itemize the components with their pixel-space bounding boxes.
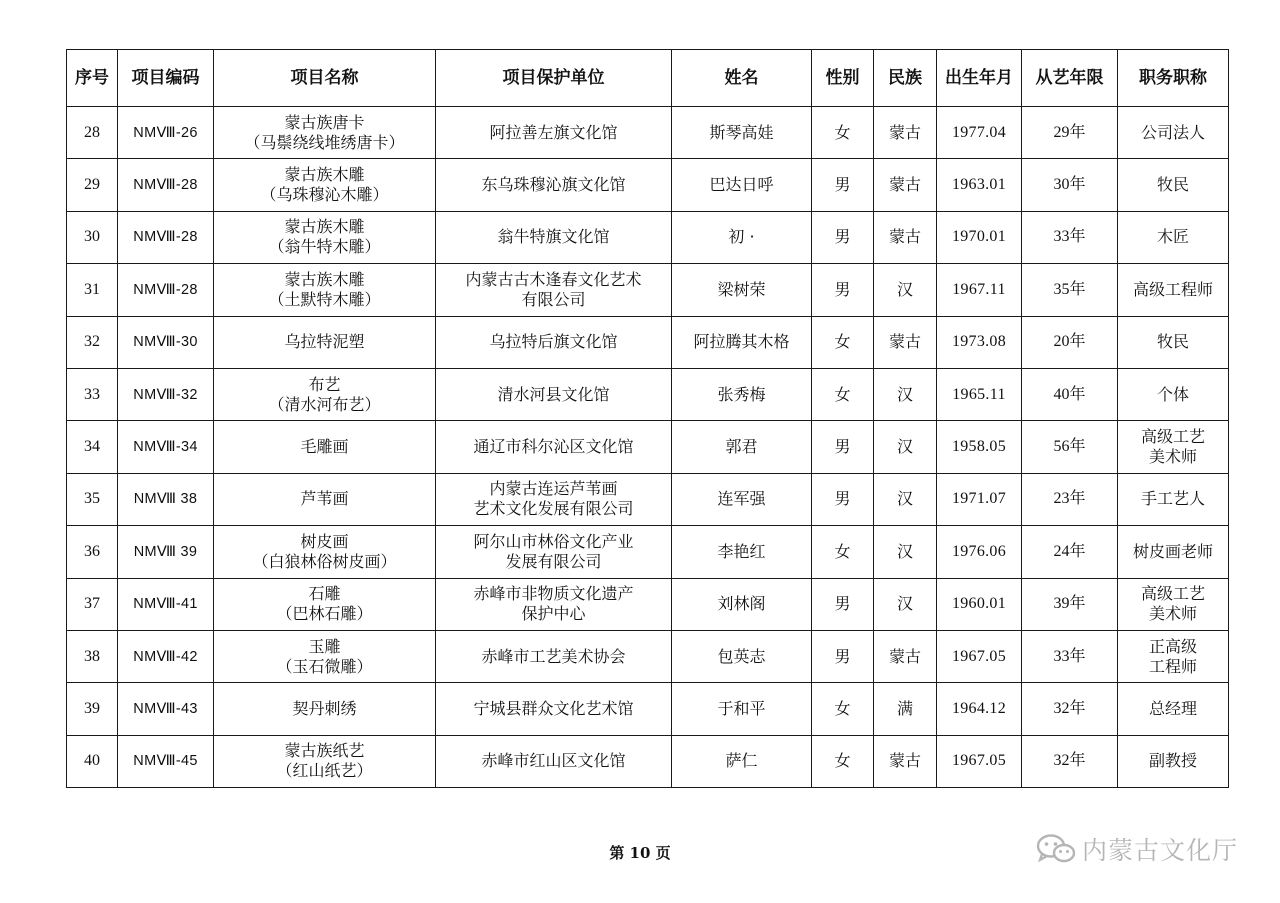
- cell-protection-unit-line: 乌拉特后旗文化馆: [489, 332, 618, 352]
- cell-gender: 男: [812, 211, 874, 263]
- cell-years-in-craft: 33年: [1022, 211, 1118, 263]
- cell-protection-unit-line: 翁牛特旗文化馆: [497, 227, 610, 247]
- cell-project-name-line: （巴林石雕）: [276, 604, 373, 624]
- cell-birth-date: 1970.01: [937, 211, 1022, 263]
- cell-birth-date: 1971.07: [937, 473, 1022, 525]
- cell-serial: 35: [67, 473, 118, 525]
- cell-serial: 39: [67, 683, 118, 735]
- cell-job-title: [1118, 159, 1229, 211]
- cell-years-in-craft: 39年: [1022, 578, 1118, 630]
- cell-birth-date: 1964.12: [937, 683, 1022, 735]
- cell-birth-date: 1960.01: [937, 578, 1022, 630]
- cell-serial: 32: [67, 316, 118, 368]
- cell-project-name: [214, 421, 436, 473]
- cell-project-name: [214, 630, 436, 682]
- cell-years-in-craft: 20年: [1022, 316, 1118, 368]
- cell-project-name-line: 契丹刺绣: [292, 698, 357, 718]
- wechat-icon: [1036, 834, 1076, 864]
- cell-person-name: 梁树荣: [672, 264, 812, 316]
- cell-project-name-line: 树皮画: [300, 531, 349, 551]
- cell-project-name-line: 布艺: [308, 374, 341, 394]
- cell-project-name-line: 蒙古族唐卡: [284, 112, 365, 132]
- cell-years-in-craft: 33年: [1022, 630, 1118, 682]
- cell-job-title-line: 正高级: [1148, 636, 1197, 656]
- cell-person-name: 张秀梅: [672, 368, 812, 420]
- cell-project-code: NMⅧ-28: [118, 264, 214, 316]
- cell-job-title-line: 木匠: [1156, 227, 1189, 247]
- cell-birth-date: 1958.05: [937, 421, 1022, 473]
- column-header: 出生年月: [937, 50, 1022, 107]
- cell-gender: 女: [812, 526, 874, 578]
- cell-job-title: [1118, 526, 1229, 578]
- cell-protection-unit-line: 赤峰市工艺美术协会: [481, 646, 626, 666]
- cell-project-name-line: （乌珠穆沁木雕）: [260, 185, 389, 205]
- cell-gender: 男: [812, 473, 874, 525]
- cell-project-name-line: （清水河布艺）: [268, 394, 381, 414]
- cell-gender: 男: [812, 264, 874, 316]
- table-row: [67, 316, 1229, 368]
- cell-serial: 34: [67, 421, 118, 473]
- cell-project-name-line: （玉石微雕）: [276, 656, 373, 676]
- cell-job-title: [1118, 107, 1229, 159]
- cell-ethnicity: 蒙古: [874, 107, 937, 159]
- cell-project-name: [214, 107, 436, 159]
- cell-project-name-line: 蒙古族木雕: [284, 269, 365, 289]
- cell-protection-unit-line: 有限公司: [521, 289, 586, 309]
- cell-years-in-craft: 32年: [1022, 735, 1118, 787]
- cell-job-title: [1118, 683, 1229, 735]
- cell-person-name: 初 ·: [672, 211, 812, 263]
- cell-birth-date: 1976.06: [937, 526, 1022, 578]
- cell-protection-unit-line: 宁城县群众文化艺术馆: [473, 698, 634, 718]
- cell-project-name: [214, 473, 436, 525]
- cell-project-name-line: 蒙古族木雕: [284, 217, 365, 237]
- cell-birth-date: 1967.05: [937, 735, 1022, 787]
- column-header: 项目编码: [118, 50, 214, 107]
- cell-ethnicity: 蒙古: [874, 630, 937, 682]
- cell-protection-unit: [436, 473, 672, 525]
- cell-protection-unit-line: 内蒙古古木逢春文化艺术: [465, 269, 642, 289]
- cell-project-name: [214, 526, 436, 578]
- cell-serial: 29: [67, 159, 118, 211]
- cell-project-name: [214, 368, 436, 420]
- cell-project-name: [214, 578, 436, 630]
- cell-person-name: 巴达日呼: [672, 159, 812, 211]
- cell-years-in-craft: 29年: [1022, 107, 1118, 159]
- cell-person-name: 连军强: [672, 473, 812, 525]
- table-row: [67, 473, 1229, 525]
- cell-job-title-line: 牧民: [1156, 332, 1189, 352]
- cell-job-title-line: 牧民: [1156, 175, 1189, 195]
- cell-protection-unit: [436, 735, 672, 787]
- cell-birth-date: 1967.05: [937, 630, 1022, 682]
- table-row: [67, 683, 1229, 735]
- cell-gender: 女: [812, 683, 874, 735]
- cell-ethnicity: 汉: [874, 421, 937, 473]
- column-header: 从艺年限: [1022, 50, 1118, 107]
- cell-protection-unit-line: 艺术文化发展有限公司: [473, 499, 634, 519]
- cell-protection-unit: [436, 578, 672, 630]
- table-row: [67, 159, 1229, 211]
- cell-project-name-line: 乌拉特泥塑: [284, 332, 365, 352]
- cell-protection-unit-line: 通辽市科尔沁区文化馆: [473, 437, 634, 457]
- column-header: 项目保护单位: [436, 50, 672, 107]
- cell-project-name-line: （土默特木雕）: [268, 289, 381, 309]
- cell-protection-unit: [436, 264, 672, 316]
- column-header: 民族: [874, 50, 937, 107]
- page-number: 第 10 页: [609, 844, 671, 862]
- cell-job-title-line: 美术师: [1148, 447, 1197, 467]
- cell-ethnicity: 蒙古: [874, 211, 937, 263]
- cell-protection-unit: [436, 107, 672, 159]
- cell-person-name: 于和平: [672, 683, 812, 735]
- cell-ethnicity: 蒙古: [874, 159, 937, 211]
- cell-protection-unit: [436, 316, 672, 368]
- cell-protection-unit: [436, 526, 672, 578]
- cell-serial: 31: [67, 264, 118, 316]
- cell-job-title-line: 美术师: [1148, 604, 1197, 624]
- cell-serial: 30: [67, 211, 118, 263]
- table-row: [67, 368, 1229, 420]
- cell-gender: 女: [812, 368, 874, 420]
- cell-protection-unit: [436, 683, 672, 735]
- column-header: 项目名称: [214, 50, 436, 107]
- cell-years-in-craft: 24年: [1022, 526, 1118, 578]
- cell-job-title-line: 个体: [1156, 384, 1189, 404]
- cell-ethnicity: 蒙古: [874, 735, 937, 787]
- cell-project-name: [214, 264, 436, 316]
- cell-protection-unit-line: 赤峰市红山区文化馆: [481, 751, 626, 771]
- cell-ethnicity: 蒙古: [874, 316, 937, 368]
- cell-serial: 37: [67, 578, 118, 630]
- cell-serial: 28: [67, 107, 118, 159]
- cell-person-name: 刘林阁: [672, 578, 812, 630]
- cell-project-code: NMⅧ-28: [118, 159, 214, 211]
- column-header: 序号: [67, 50, 118, 107]
- cell-project-name-line: （白狼林俗树皮画）: [252, 551, 397, 571]
- cell-ethnicity: 汉: [874, 526, 937, 578]
- heritage-inheritors-table: [66, 49, 1229, 788]
- cell-project-name-line: （翁牛特木雕）: [268, 237, 381, 257]
- cell-gender: 男: [812, 421, 874, 473]
- cell-person-name: 阿拉腾其木格: [672, 316, 812, 368]
- cell-job-title: [1118, 735, 1229, 787]
- cell-protection-unit: [436, 421, 672, 473]
- cell-project-name-line: （马鬃绕线堆绣唐卡）: [244, 132, 405, 152]
- cell-protection-unit: [436, 368, 672, 420]
- cell-protection-unit-line: 保护中心: [521, 604, 586, 624]
- watermark-text: 内蒙古文化厅: [1081, 836, 1238, 865]
- column-header: 职务职称: [1118, 50, 1229, 107]
- table-header-row: [67, 50, 1229, 107]
- column-header: 姓名: [672, 50, 812, 107]
- cell-project-code: NMⅧ-43: [118, 683, 214, 735]
- cell-project-code: NMⅧ 38: [118, 473, 214, 525]
- cell-job-title: [1118, 316, 1229, 368]
- cell-birth-date: 1965.11: [937, 368, 1022, 420]
- cell-job-title-line: 手工艺人: [1140, 489, 1205, 509]
- cell-serial: 33: [67, 368, 118, 420]
- cell-project-code: NMⅧ 39: [118, 526, 214, 578]
- cell-ethnicity: 汉: [874, 264, 937, 316]
- cell-project-name-line: 石雕: [308, 584, 341, 604]
- table-body: [67, 107, 1229, 788]
- cell-ethnicity: 满: [874, 683, 937, 735]
- cell-person-name: 包英志: [672, 630, 812, 682]
- table-row: [67, 107, 1229, 159]
- cell-project-name-line: 芦苇画: [300, 489, 349, 509]
- cell-years-in-craft: 30年: [1022, 159, 1118, 211]
- cell-gender: 女: [812, 316, 874, 368]
- cell-person-name: 萨仁: [672, 735, 812, 787]
- cell-job-title-line: 树皮画老师: [1132, 541, 1213, 561]
- cell-job-title: [1118, 211, 1229, 263]
- cell-protection-unit-line: 发展有限公司: [505, 551, 602, 571]
- cell-birth-date: 1977.04: [937, 107, 1022, 159]
- cell-job-title: [1118, 264, 1229, 316]
- cell-job-title: [1118, 578, 1229, 630]
- cell-project-name: [214, 683, 436, 735]
- cell-protection-unit-line: 东乌珠穆沁旗文化馆: [481, 175, 626, 195]
- cell-gender: 男: [812, 630, 874, 682]
- cell-gender: 男: [812, 159, 874, 211]
- cell-project-code: NMⅧ-32: [118, 368, 214, 420]
- cell-job-title-line: 高级工艺: [1140, 584, 1205, 604]
- cell-protection-unit-line: 赤峰市非物质文化遗产: [473, 584, 634, 604]
- cell-job-title: [1118, 368, 1229, 420]
- cell-person-name: 斯琴高娃: [672, 107, 812, 159]
- cell-project-name: [214, 316, 436, 368]
- cell-protection-unit-line: 内蒙古连运芦苇画: [489, 479, 618, 499]
- cell-project-code: NMⅧ-41: [118, 578, 214, 630]
- cell-job-title-line: 工程师: [1148, 656, 1197, 676]
- table-row: [67, 630, 1229, 682]
- cell-project-code: NMⅧ-34: [118, 421, 214, 473]
- cell-job-title-line: 高级工程师: [1132, 279, 1213, 299]
- cell-protection-unit: [436, 211, 672, 263]
- table-row: [67, 578, 1229, 630]
- table-row: [67, 735, 1229, 787]
- column-header: 性别: [812, 50, 874, 107]
- cell-ethnicity: 汉: [874, 368, 937, 420]
- cell-job-title: [1118, 473, 1229, 525]
- cell-project-name-line: 毛雕画: [300, 437, 349, 457]
- cell-project-name: [214, 211, 436, 263]
- cell-project-code: NMⅧ-42: [118, 630, 214, 682]
- cell-protection-unit: [436, 159, 672, 211]
- watermark: [1036, 831, 1238, 867]
- cell-years-in-craft: 40年: [1022, 368, 1118, 420]
- cell-person-name: 李艳红: [672, 526, 812, 578]
- cell-serial: 40: [67, 735, 118, 787]
- cell-serial: 38: [67, 630, 118, 682]
- cell-years-in-craft: 35年: [1022, 264, 1118, 316]
- cell-project-name-line: 玉雕: [308, 636, 341, 656]
- cell-serial: 36: [67, 526, 118, 578]
- cell-job-title: [1118, 630, 1229, 682]
- cell-job-title-line: 公司法人: [1140, 122, 1205, 142]
- cell-protection-unit: [436, 630, 672, 682]
- table-row: [67, 264, 1229, 316]
- cell-project-name: [214, 159, 436, 211]
- cell-birth-date: 1967.11: [937, 264, 1022, 316]
- cell-job-title: [1118, 421, 1229, 473]
- cell-birth-date: 1963.01: [937, 159, 1022, 211]
- cell-project-code: NMⅧ-26: [118, 107, 214, 159]
- cell-gender: 女: [812, 735, 874, 787]
- cell-project-code: NMⅧ-45: [118, 735, 214, 787]
- cell-job-title-line: 副教授: [1148, 751, 1197, 771]
- cell-project-name: [214, 735, 436, 787]
- table-row: [67, 526, 1229, 578]
- cell-protection-unit-line: 阿拉善左旗文化馆: [489, 122, 618, 142]
- cell-project-name-line: 蒙古族木雕: [284, 165, 365, 185]
- table-row: [67, 211, 1229, 263]
- cell-birth-date: 1973.08: [937, 316, 1022, 368]
- cell-protection-unit-line: 阿尔山市林俗文化产业: [473, 531, 634, 551]
- cell-project-name-line: （红山纸艺）: [276, 761, 373, 781]
- cell-job-title-line: 高级工艺: [1140, 427, 1205, 447]
- cell-project-name-line: 蒙古族纸艺: [284, 741, 365, 761]
- cell-project-code: NMⅧ-30: [118, 316, 214, 368]
- cell-gender: 男: [812, 578, 874, 630]
- cell-ethnicity: 汉: [874, 473, 937, 525]
- cell-years-in-craft: 32年: [1022, 683, 1118, 735]
- cell-job-title-line: 总经理: [1148, 698, 1197, 718]
- cell-person-name: 郭君: [672, 421, 812, 473]
- cell-project-code: NMⅧ-28: [118, 211, 214, 263]
- table-row: [67, 421, 1229, 473]
- cell-gender: 女: [812, 107, 874, 159]
- cell-years-in-craft: 23年: [1022, 473, 1118, 525]
- cell-protection-unit-line: 清水河县文化馆: [497, 384, 610, 404]
- cell-years-in-craft: 56年: [1022, 421, 1118, 473]
- cell-ethnicity: 汉: [874, 578, 937, 630]
